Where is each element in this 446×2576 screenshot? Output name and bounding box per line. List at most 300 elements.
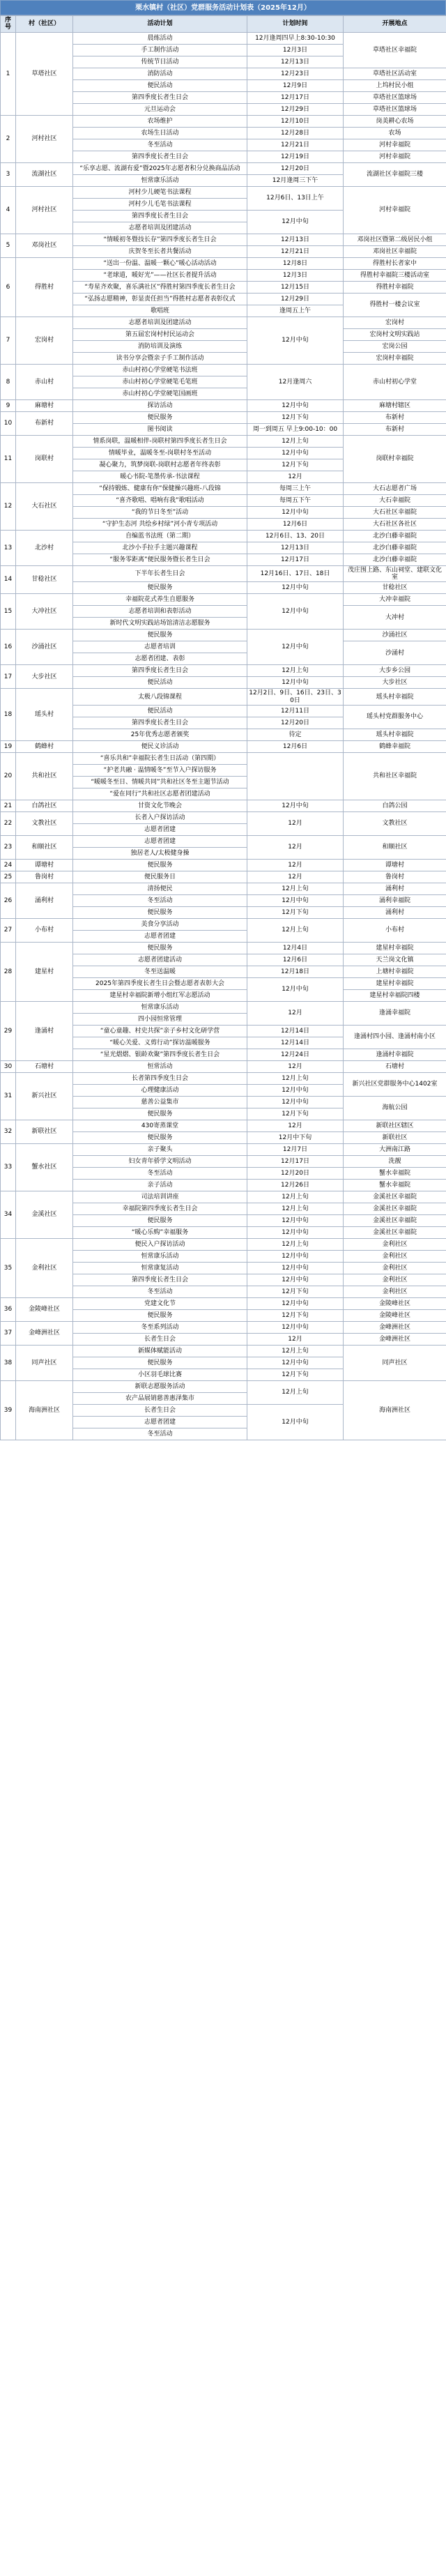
row-number: 10 bbox=[1, 411, 16, 435]
community-name: 宏岗村 bbox=[16, 317, 73, 364]
schedule-table bbox=[0, 15, 446, 1440]
table-row bbox=[1, 115, 446, 127]
place-cell: 大石社区各社区 bbox=[344, 518, 446, 530]
time-cell: 12月4日 bbox=[247, 943, 344, 954]
activity-cell: 新媒体赋能活动 bbox=[73, 1346, 247, 1357]
row-number: 17 bbox=[1, 665, 16, 689]
time-cell: 12月6日、13、20日 bbox=[247, 530, 344, 542]
time-cell: 12月16日、17日、18日 bbox=[247, 565, 344, 582]
time-cell: 12月中旬 bbox=[247, 210, 344, 234]
activity-cell: 志愿者培训和表彰活动 bbox=[73, 606, 247, 618]
time-cell: 12月14日 bbox=[247, 1026, 344, 1037]
activity-cell: 便民活动 bbox=[73, 677, 247, 689]
activity-cell: 歌唱班 bbox=[73, 305, 247, 317]
row-number: 21 bbox=[1, 800, 16, 812]
row-number: 29 bbox=[1, 1002, 16, 1061]
time-cell: 12月 bbox=[247, 1334, 344, 1346]
row-number: 32 bbox=[1, 1120, 16, 1144]
activity-cell: 志愿者团建 bbox=[73, 931, 247, 943]
place-cell: 农场 bbox=[344, 127, 446, 139]
activity-cell: 第四季度长者生日会 bbox=[73, 91, 247, 103]
row-number: 34 bbox=[1, 1191, 16, 1239]
time-cell: 12月28日 bbox=[247, 127, 344, 139]
table-row bbox=[1, 594, 446, 606]
place-cell: 草塔社区篮球场 bbox=[344, 103, 446, 115]
activity-cell: 便民服务 bbox=[73, 1132, 247, 1144]
community-name: 河村社区 bbox=[16, 186, 73, 234]
time-cell: 12月18日 bbox=[247, 966, 344, 978]
activity-cell: 读书分享会暨亲子手工制作活动 bbox=[73, 352, 247, 364]
community-name: 金陵峰社区 bbox=[16, 1298, 73, 1322]
place-cell: 建星村幸福院 bbox=[344, 943, 446, 954]
community-name: 邓岗社区 bbox=[16, 234, 73, 257]
time-cell: 12月17日 bbox=[247, 1156, 344, 1168]
place-cell: 新联社区 bbox=[344, 1132, 446, 1144]
place-cell: 上塘村幸福院 bbox=[344, 966, 446, 978]
time-cell: 12月中旬 bbox=[247, 1251, 344, 1263]
activity-cell: 便民服务 bbox=[73, 907, 247, 919]
activity-cell: 便民活动 bbox=[73, 706, 247, 717]
activity-cell: 便民服务 bbox=[73, 1357, 247, 1369]
activity-cell: 手工制作活动 bbox=[73, 44, 247, 56]
activity-cell: “弘扬志愿精神，彰显责任担当”得胜村志愿者表彰仪式 bbox=[73, 293, 247, 305]
place-cell: 大冲村 bbox=[344, 606, 446, 630]
time-cell: 12月上旬 bbox=[247, 1191, 344, 1203]
place-cell: 金利社区 bbox=[344, 1274, 446, 1286]
activity-cell: “守护生态河 共绘乡村绿”河小青专项活动 bbox=[73, 518, 247, 530]
time-cell: 周一到周五 早上9:00-10：00 bbox=[247, 423, 344, 435]
activity-cell: 2025年第四季度长者生日会暨志愿者表彰大会 bbox=[73, 978, 247, 990]
activity-cell: 幸福院花式养生自愿服务 bbox=[73, 594, 247, 606]
time-cell: 12月中旬 bbox=[247, 1215, 344, 1227]
activity-cell: 便民服务 bbox=[73, 1108, 247, 1120]
time-cell: 12月中旬 bbox=[247, 1322, 344, 1334]
time-cell: 12月21日 bbox=[247, 139, 344, 151]
time-cell: 12月逢周四早上8:30-10:30 bbox=[247, 32, 344, 44]
community-name: 涌利村 bbox=[16, 883, 73, 919]
time-cell: 12月21日 bbox=[247, 245, 344, 257]
activity-cell: 消防活动 bbox=[73, 68, 247, 79]
header-place: 开展地点 bbox=[344, 16, 446, 33]
activity-cell: 冬至活动 bbox=[73, 1286, 247, 1298]
place-cell: 白鸽公园 bbox=[344, 800, 446, 812]
time-cell: 12月中旬 bbox=[247, 978, 344, 1002]
activity-cell: 农场维护 bbox=[73, 115, 247, 127]
row-number: 38 bbox=[1, 1346, 16, 1381]
place-cell: 新联社区辖区 bbox=[344, 1120, 446, 1132]
place-cell: 金溪社区幸福院 bbox=[344, 1191, 446, 1203]
time-cell: 12月6日、13日上午 bbox=[247, 186, 344, 210]
place-cell: 金陵峰社区 bbox=[344, 1310, 446, 1322]
place-cell: 得胜村一楼会议室 bbox=[344, 293, 446, 317]
activity-cell: “情暖初冬暨技长存”第四季度长者生日会 bbox=[73, 234, 247, 245]
time-cell: 12月 bbox=[247, 1002, 344, 1026]
activity-cell: 恒常康乐活动 bbox=[73, 1002, 247, 1014]
time-cell: 12月3日 bbox=[247, 44, 344, 56]
activity-cell: 冬至送温暖 bbox=[73, 966, 247, 978]
time-cell: 12月中旬 bbox=[247, 1097, 344, 1108]
community-name: 大冲社区 bbox=[16, 594, 73, 630]
table-row bbox=[1, 871, 446, 883]
place-cell: 同声社区 bbox=[344, 1346, 446, 1381]
activity-cell: 志愿者培训及团建活动 bbox=[73, 222, 247, 234]
time-cell: 12月中旬 bbox=[247, 1274, 344, 1286]
activity-cell: 河村少儿硬笔书法课程 bbox=[73, 186, 247, 198]
activity-cell: 庆贺冬至长者共餐活动 bbox=[73, 245, 247, 257]
community-name: 海南洲社区 bbox=[16, 1381, 73, 1440]
activity-cell: 便民服务 bbox=[73, 1310, 247, 1322]
activity-cell: “童心童趣、村史共探”亲子乡村文化研学营 bbox=[73, 1026, 247, 1037]
row-number: 6 bbox=[1, 257, 16, 317]
activity-cell: 第四季度长者生日会 bbox=[73, 151, 247, 162]
activity-cell: 消防培训及演练 bbox=[73, 340, 247, 352]
activity-cell: 第四季度长者生日会 bbox=[73, 665, 247, 677]
row-number: 7 bbox=[1, 317, 16, 364]
row-number: 3 bbox=[1, 162, 16, 186]
table-row bbox=[1, 741, 446, 753]
place-cell: 新兴社区党群服务中心1402室 bbox=[344, 1073, 446, 1097]
place-cell: 小布村 bbox=[344, 919, 446, 943]
activity-cell: 志愿者培训及团建活动 bbox=[73, 317, 247, 328]
activity-cell: 恒常康乐活动 bbox=[73, 1251, 247, 1263]
time-cell: 12月上旬 bbox=[247, 665, 344, 677]
table-row bbox=[1, 630, 446, 641]
activity-cell: 冬至活动 bbox=[73, 139, 247, 151]
place-cell: 金溪社区幸福院 bbox=[344, 1227, 446, 1239]
place-cell: 大步社区 bbox=[344, 677, 446, 689]
community-name: 新兴社区 bbox=[16, 1073, 73, 1120]
table-row bbox=[1, 943, 446, 954]
table-row bbox=[1, 399, 446, 411]
activity-cell: 便民服务 bbox=[73, 411, 247, 423]
activity-cell: 便民服务 bbox=[73, 860, 247, 871]
place-cell: 海航公园 bbox=[344, 1097, 446, 1120]
time-cell: 12月上旬 bbox=[247, 1203, 344, 1215]
community-name: 蟹水社区 bbox=[16, 1144, 73, 1191]
table-row bbox=[1, 883, 446, 895]
place-cell: 大石志愿者广场 bbox=[344, 482, 446, 494]
community-name: 鹤蜂村 bbox=[16, 741, 73, 753]
time-cell: 12月中旬 bbox=[247, 800, 344, 812]
place-cell: 大洲南江路 bbox=[344, 1144, 446, 1156]
row-number: 4 bbox=[1, 186, 16, 234]
table-row bbox=[1, 435, 446, 447]
activity-cell: 志愿者团建 bbox=[73, 824, 247, 836]
community-name: 布新村 bbox=[16, 411, 73, 435]
activity-cell: 情暖毕业，温暖冬至-岗联村冬至活动 bbox=[73, 447, 247, 459]
table-header bbox=[1, 16, 446, 33]
place-cell: 谭塘村 bbox=[344, 860, 446, 871]
time-cell: 12月17日 bbox=[247, 554, 344, 565]
activity-cell: “乐享志愿、流湖有爱”暨2025年志愿者积分兑换商品活动 bbox=[73, 162, 247, 174]
community-name: 金溪社区 bbox=[16, 1191, 73, 1239]
activity-cell: “喜乐共和”幸福院长者生日活动（第四期） bbox=[73, 753, 247, 765]
place-cell: 建星村幸福院 bbox=[344, 978, 446, 990]
activity-cell: 清扬便民 bbox=[73, 883, 247, 895]
time-cell: 12月13日 bbox=[247, 542, 344, 554]
activity-cell: 北沙小手拉手主题兴趣课程 bbox=[73, 542, 247, 554]
row-number: 12 bbox=[1, 482, 16, 530]
time-cell: 12月9日 bbox=[247, 79, 344, 91]
time-cell: 12月20日 bbox=[247, 1168, 344, 1180]
table-row bbox=[1, 364, 446, 376]
time-cell: 12月中旬 bbox=[247, 582, 344, 594]
activity-cell: 亲子活动 bbox=[73, 1180, 247, 1191]
activity-cell: 甘资文化节晚会 bbox=[73, 800, 247, 812]
community-name: 白鸽社区 bbox=[16, 800, 73, 812]
place-cell: 流湖社区幸福院三楼 bbox=[344, 162, 446, 186]
header-activity: 活动计划 bbox=[73, 16, 247, 33]
community-name: 大石社区 bbox=[16, 482, 73, 530]
time-cell: 12月29日 bbox=[247, 293, 344, 305]
place-cell: 金溪社区幸福院 bbox=[344, 1215, 446, 1227]
time-cell: 12月中旬 bbox=[247, 447, 344, 459]
time-cell: 12月上旬 bbox=[247, 1346, 344, 1357]
table-row bbox=[1, 565, 446, 582]
table-row bbox=[1, 317, 446, 328]
activity-cell: 便民服务日 bbox=[73, 871, 247, 883]
community-name: 河村社区 bbox=[16, 115, 73, 162]
place-cell: 宏岗村文明实践站 bbox=[344, 328, 446, 340]
activity-cell: 第四季度长者生日会 bbox=[73, 1274, 247, 1286]
activity-cell: 情系岗联，温暖相伴-岗联村第四季度长者生日会 bbox=[73, 435, 247, 447]
place-cell: 文教社区 bbox=[344, 812, 446, 836]
activity-cell: 长者第四季度生日会 bbox=[73, 1073, 247, 1085]
activity-cell: 冬至活动 bbox=[73, 895, 247, 907]
activity-cell: 赤山村初心学堂硬笔毛笔班 bbox=[73, 376, 247, 388]
time-cell: 12月17日 bbox=[247, 91, 344, 103]
activity-cell: 探访活动 bbox=[73, 399, 247, 411]
place-cell: 宏岗村 bbox=[344, 317, 446, 328]
place-cell: 布新村 bbox=[344, 411, 446, 423]
place-cell: 北沙白藤幸福院 bbox=[344, 530, 446, 542]
activity-cell: 心理健康活动 bbox=[73, 1085, 247, 1097]
activity-cell: 传统节日活动 bbox=[73, 56, 247, 68]
time-cell: 12月中下旬 bbox=[247, 1132, 344, 1144]
place-cell: 石塘村 bbox=[344, 1061, 446, 1073]
activity-cell: 司法培训讲座 bbox=[73, 1191, 247, 1203]
time-cell: 12月中旬 bbox=[247, 1298, 344, 1310]
header-community: 村（社区） bbox=[16, 16, 73, 33]
table-row bbox=[1, 1381, 446, 1393]
time-cell: 每周三上午 bbox=[247, 482, 344, 494]
row-number: 8 bbox=[1, 364, 16, 399]
place-cell: 宏岗公园 bbox=[344, 340, 446, 352]
table-row bbox=[1, 482, 446, 494]
activity-cell: “暖心乐购”幸福服务 bbox=[73, 1227, 247, 1239]
time-cell: 12月中旬 bbox=[247, 1405, 344, 1440]
table-row bbox=[1, 1346, 446, 1357]
table-row bbox=[1, 32, 446, 44]
place-cell: 河村幸福院 bbox=[344, 139, 446, 151]
place-cell: 赤山村初心学堂 bbox=[344, 364, 446, 399]
table-row bbox=[1, 1239, 446, 1251]
community-name: 得胜村 bbox=[16, 257, 73, 317]
time-cell: 12月逢周六 bbox=[247, 364, 344, 399]
activity-cell: 志愿者团建活动 bbox=[73, 954, 247, 966]
time-cell: 12月下旬 bbox=[247, 1310, 344, 1322]
activity-cell: 便民服务 bbox=[73, 1215, 247, 1227]
table-row bbox=[1, 812, 446, 824]
time-cell: 12月中旬 bbox=[247, 594, 344, 630]
community-name: 北沙村 bbox=[16, 530, 73, 565]
activity-cell: 志愿者培训 bbox=[73, 641, 247, 653]
activity-cell: 志愿者团建、表彰 bbox=[73, 653, 247, 665]
row-number: 11 bbox=[1, 435, 16, 482]
time-cell: 12月中旬 bbox=[247, 1085, 344, 1097]
place-cell: 涌利村 bbox=[344, 907, 446, 919]
row-number: 37 bbox=[1, 1322, 16, 1346]
place-cell: 得胜村幸福院三楼活动室 bbox=[344, 269, 446, 281]
row-number: 9 bbox=[1, 399, 16, 411]
place-cell: 邓岗社区暨第二级居民小组 bbox=[344, 234, 446, 245]
time-cell: 12月下旬 bbox=[247, 1108, 344, 1120]
place-cell: 岗联村幸福院 bbox=[344, 435, 446, 482]
time-cell: 12月中旬 bbox=[247, 895, 344, 907]
activity-cell: 自编蓝书法班（第二期） bbox=[73, 530, 247, 542]
activity-cell: 志愿者团建 bbox=[73, 1417, 247, 1428]
place-cell: 宏岗村幸福院 bbox=[344, 352, 446, 364]
time-cell: 12月20日 bbox=[247, 717, 344, 729]
activity-cell: 第四季度长者生日会 bbox=[73, 717, 247, 729]
community-name: 麻塘村 bbox=[16, 399, 73, 411]
place-cell: 上坞村民小组 bbox=[344, 79, 446, 91]
time-cell: 12月中旬 bbox=[247, 506, 344, 518]
activity-cell: “寿星齐欢聚，喜乐满社区”得胜村第四季度长者生日会 bbox=[73, 281, 247, 293]
time-cell: 12月 bbox=[247, 860, 344, 871]
row-number: 20 bbox=[1, 753, 16, 800]
activity-cell: “老球道，暖好光”——社区长者提升活动 bbox=[73, 269, 247, 281]
place-cell: 北沙白藤幸福院 bbox=[344, 554, 446, 565]
table-row bbox=[1, 530, 446, 542]
place-cell: 金利社区 bbox=[344, 1239, 446, 1251]
place-cell: 北沙白藤幸福院 bbox=[344, 542, 446, 554]
place-cell: 洗靓 bbox=[344, 1156, 446, 1168]
time-cell bbox=[247, 753, 344, 800]
time-cell: 12月2日、9日、16日、23日、30日 bbox=[247, 689, 344, 706]
community-name: 文教社区 bbox=[16, 812, 73, 836]
time-cell: 12月8日 bbox=[247, 257, 344, 269]
place-cell: 逢涌村幸福院 bbox=[344, 1049, 446, 1061]
table-row bbox=[1, 919, 446, 931]
activity-cell: 长者生日会 bbox=[73, 1334, 247, 1346]
activity-cell: 亲子聚头 bbox=[73, 1144, 247, 1156]
time-cell: 12月上旬 bbox=[247, 919, 344, 943]
activity-cell: “暖心关爱、义剪行动”探访温暖服务 bbox=[73, 1037, 247, 1049]
place-cell: 茂庄围上路、东山祠堂、建联文化室 bbox=[344, 565, 446, 582]
activity-cell: 430寄蒸课堂 bbox=[73, 1120, 247, 1132]
time-cell: 12月6日 bbox=[247, 954, 344, 966]
activity-cell: “我的节日冬至”活动 bbox=[73, 506, 247, 518]
time-cell: 12月下旬 bbox=[247, 459, 344, 471]
time-cell: 12月中旬 bbox=[247, 1227, 344, 1239]
community-name: 甘稔社区 bbox=[16, 565, 73, 594]
header-time: 计划时间 bbox=[247, 16, 344, 33]
activity-cell: 恒常康乐活动 bbox=[73, 174, 247, 186]
time-cell: 12月20日 bbox=[247, 162, 344, 174]
time-cell: 12月 bbox=[247, 812, 344, 836]
community-name: 赤山村 bbox=[16, 364, 73, 399]
place-cell: 鲁岗村 bbox=[344, 871, 446, 883]
row-number: 36 bbox=[1, 1298, 16, 1322]
table-row bbox=[1, 1073, 446, 1085]
time-cell: 12月24日 bbox=[247, 1049, 344, 1061]
place-cell: 蟹水幸福院 bbox=[344, 1168, 446, 1180]
time-cell: 12月上旬 bbox=[247, 1239, 344, 1251]
place-cell: 麻塘村辖区 bbox=[344, 399, 446, 411]
activity-cell: 第四季度长者生日会 bbox=[73, 210, 247, 222]
time-cell: 12月上旬 bbox=[247, 883, 344, 895]
activity-cell: 暖心书院-笔墨传承-书法课程 bbox=[73, 471, 247, 482]
place-cell: 金溪社区幸福院 bbox=[344, 1203, 446, 1215]
row-number: 39 bbox=[1, 1381, 16, 1440]
place-cell: 蟹水幸福院 bbox=[344, 1180, 446, 1191]
community-name: 和顺社区 bbox=[16, 836, 73, 860]
community-name: 岗联村 bbox=[16, 435, 73, 482]
place-cell: 草塔社区活动室 bbox=[344, 68, 446, 79]
table-row bbox=[1, 1120, 446, 1132]
row-number: 30 bbox=[1, 1061, 16, 1073]
community-name: 沙涌社区 bbox=[16, 630, 73, 665]
time-cell: 12月上旬 bbox=[247, 1073, 344, 1085]
community-name: 大步社区 bbox=[16, 665, 73, 689]
time-cell: 12月23日 bbox=[247, 68, 344, 79]
activity-cell: “送出一份温、温暖一颗心”暖心活动活动 bbox=[73, 257, 247, 269]
activity-cell: 新时代文明实践站场馆清洁志愿服务 bbox=[73, 618, 247, 630]
place-cell: 涌利幸福院 bbox=[344, 895, 446, 907]
table-row bbox=[1, 234, 446, 245]
table-row bbox=[1, 1061, 446, 1073]
time-cell: 12月14日 bbox=[247, 1037, 344, 1049]
time-cell: 12月中旬 bbox=[247, 1263, 344, 1274]
table-row bbox=[1, 753, 446, 765]
table-row bbox=[1, 1002, 446, 1014]
time-cell: 12月6日 bbox=[247, 518, 344, 530]
row-number: 28 bbox=[1, 943, 16, 1002]
time-cell: 每周五下午 bbox=[247, 494, 344, 506]
activity-cell: 便民服务 bbox=[73, 582, 247, 594]
row-number: 16 bbox=[1, 630, 16, 665]
place-cell: 建星村幸福院四楼 bbox=[344, 990, 446, 1002]
community-name: 建星村 bbox=[16, 943, 73, 1002]
place-cell: 金峰洲社区 bbox=[344, 1334, 446, 1346]
place-cell: 河村幸福院 bbox=[344, 186, 446, 234]
activity-cell: 便民服务 bbox=[73, 630, 247, 641]
time-cell: 12月 bbox=[247, 471, 344, 482]
place-cell: 涌利村 bbox=[344, 883, 446, 895]
time-cell: 12月逢周三下午 bbox=[247, 174, 344, 186]
time-cell: 12月 bbox=[247, 871, 344, 883]
time-cell: 12月中旬 bbox=[247, 1357, 344, 1369]
activity-cell: 四小园恒常管理 bbox=[73, 1014, 247, 1026]
community-name: 小布村 bbox=[16, 919, 73, 943]
row-number: 1 bbox=[1, 32, 16, 115]
row-number: 13 bbox=[1, 530, 16, 565]
activity-cell: “保持锻炼、健康有你”保健操兴趣班-八段锦 bbox=[73, 482, 247, 494]
row-number: 26 bbox=[1, 883, 16, 919]
time-cell: 12月6日 bbox=[247, 741, 344, 753]
activity-cell: 元旦运动会 bbox=[73, 103, 247, 115]
activity-cell: 小区羽毛球比赛 bbox=[73, 1369, 247, 1381]
table-row bbox=[1, 1322, 446, 1334]
time-cell: 逢周五上午 bbox=[247, 305, 344, 317]
table-row bbox=[1, 411, 446, 423]
activity-cell: 便民义诊活动 bbox=[73, 741, 247, 753]
place-cell: 大步乡公园 bbox=[344, 665, 446, 677]
activity-cell: 长者入户探访活动 bbox=[73, 812, 247, 824]
activity-cell: 冬至系列活动 bbox=[73, 1322, 247, 1334]
activity-cell: 恒常活动 bbox=[73, 1061, 247, 1073]
